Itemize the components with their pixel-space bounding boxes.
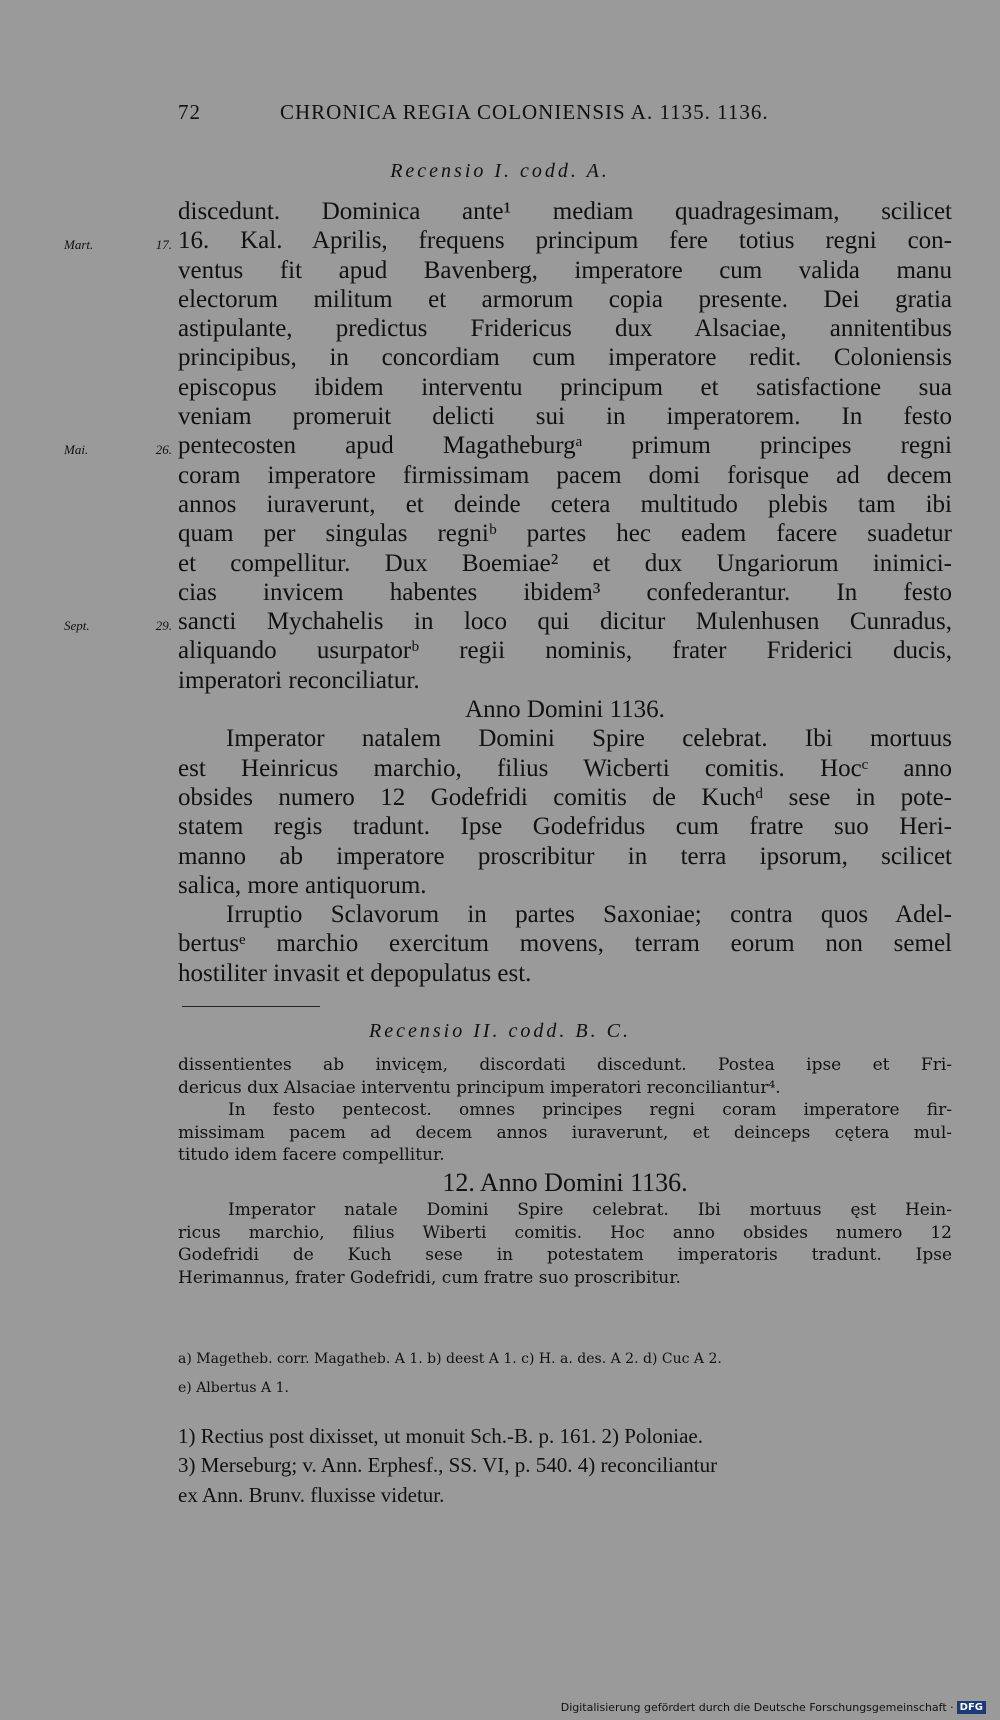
- running-title: CHRONICA REGIA COLONIENSIS A. 1135. 1136.: [280, 100, 769, 124]
- text-line: titudo idem facere compellitur.: [178, 1145, 445, 1166]
- separator-rule: [182, 1006, 320, 1007]
- text-line: Irruptio Sclavorum in partes Saxoniae; contra quos Adel-: [226, 901, 952, 929]
- text-line: et compellitur. Dux Boemiae² et dux Ungariorum inimici-: [178, 549, 952, 577]
- variant-notes: [178, 1350, 952, 1409]
- text-line: Imperator natalem Domini Spire celebrat. Ibi mortuus: [226, 725, 952, 753]
- recensio-2-label: Recensio II. codd. B. C.: [369, 1020, 631, 1042]
- text-line: aliquando usurpatorᵇ regii nominis, frater Friderici ducis,: [178, 637, 952, 665]
- text-line: ventus fit apud Bavenberg, imperatore cum valida manu: [178, 256, 952, 284]
- footnotes: [178, 1424, 952, 1512]
- footnote-line: 3) Merseburg; v. Ann. Erphesf., SS. VI, p. 540. 4) reconciliantur: [178, 1453, 718, 1478]
- funding-text: Digitalisierung gefördert durch die Deutsche Forschungsgemeinschaft ·: [560, 1700, 954, 1714]
- text-line: imperatori reconciliatur.: [178, 666, 420, 694]
- text-line: annos iuraverunt, et deinde cetera multitudo plebis tam ibi: [178, 490, 952, 518]
- text-line: dissentientes ab invicęm, discordati discedunt. Postea ipse et Fri-: [178, 1055, 952, 1075]
- recensio-2-text: [178, 1054, 952, 1289]
- recensio-1-text: [64, 197, 952, 988]
- text-line: hostiliter invasit et depopulatus est.: [178, 959, 532, 987]
- footnote-line: ex Ann. Brunv. fluxisse videtur.: [178, 1482, 445, 1507]
- text-line: bertusᵉ marchio exercitum movens, terram eorum non semel: [178, 930, 952, 958]
- margin-date: Mart. 17.: [64, 237, 172, 253]
- funding-footer: [561, 1701, 986, 1715]
- text-line: In festo pentecost. omnes principes regni coram imperatore fir-: [228, 1100, 952, 1121]
- text-line: coram imperatore firmissimam pacem domi forisque ad decem: [178, 461, 952, 489]
- anno-heading: 12. Anno Domini 1136.: [442, 1167, 688, 1197]
- dfg-logo: DFG: [957, 1701, 986, 1714]
- text-line: statem regis tradunt. Ipse Godefridus cum fratre suo Heri-: [178, 813, 952, 841]
- page-number: 72: [178, 100, 201, 124]
- text-line: salica, more antiquorum.: [178, 871, 427, 899]
- text-line: missimam pacem ad decem annos iuraverunt, et deinceps cętera mul-: [178, 1122, 952, 1143]
- anno-heading: Anno Domini 1136.: [465, 696, 665, 724]
- text-line: discedunt. Dominica ante¹ mediam quadragesimam, scilicet: [178, 198, 952, 225]
- text-line: obsides numero 12 Godefridi comitis de Kuchᵈ sese in pote-: [178, 783, 952, 811]
- text-line: Herimannus, frater Godefridi, cum fratre suo proscribitur.: [178, 1267, 681, 1288]
- text-line: principibus, in concordiam cum imperatore redit. Coloniensis: [178, 344, 952, 372]
- variant-note-line: a) Magetheb. corr. Magatheb. A 1. b) deest A 1. c) H. a. des. A 2. d) Cuc A 2.: [178, 1351, 722, 1367]
- text-line-content: pentecosten apud Magatheburgᵃ primum principes regni: [178, 432, 952, 460]
- text-line: episcopus ibidem interventu principum et satisfactione sua: [178, 373, 952, 401]
- text-line: astipulante, predictus Fridericus dux Alsaciae, annitentibus: [178, 315, 952, 343]
- margin-date: Sept. 29.: [64, 618, 172, 634]
- margin-date: Mai. 26.: [64, 442, 172, 458]
- text-line: [64, 607, 952, 636]
- text-line: Godefridi de Kuch sese in potestatem imperatoris tradunt. Ipse: [178, 1245, 952, 1266]
- text-line: ricus marchio, filius Wiberti comitis. Hoc anno obsides numero 12: [178, 1222, 952, 1243]
- recensio-1-label: Recensio I. codd. A.: [390, 160, 610, 182]
- variant-note-line: e) Albertus A 1.: [178, 1380, 289, 1397]
- text-line: dericus dux Alsaciae interventu principum imperatori reconciliantur⁴.: [178, 1077, 781, 1098]
- text-line-content: 16. Kal. Aprilis, frequens principum fere totius regni con-: [178, 227, 952, 255]
- text-line: veniam promeruit delicti sui in imperatorem. In festo: [178, 403, 952, 431]
- text-line: [64, 431, 952, 460]
- text-line: cias invicem habentes ibidem³ confederantur. In festo: [178, 578, 952, 606]
- text-line: electorum militum et armorum copia presente. Dei gratia: [178, 285, 952, 313]
- text-line: Imperator natale Domini Spire celebrat. Ibi mortuus ęst Hein-: [228, 1199, 952, 1220]
- text-line: est Heinricus marchio, filius Wicberti comitis. Hocᶜ anno: [178, 754, 952, 782]
- text-line: quam per singulas regniᵇ partes hec eadem facere suadetur: [178, 520, 952, 548]
- text-line: manno ab imperatore proscribitur in terra ipsorum, scilicet: [178, 842, 952, 870]
- text-line-content: sancti Mychahelis in loco qui dicitur Mulenhusen Cunradus,: [178, 608, 952, 636]
- text-line: [64, 226, 952, 255]
- footnote-line: 1) Rectius post dixisset, ut monuit Sch.-B. p. 161. 2) Poloniae.: [178, 1424, 703, 1448]
